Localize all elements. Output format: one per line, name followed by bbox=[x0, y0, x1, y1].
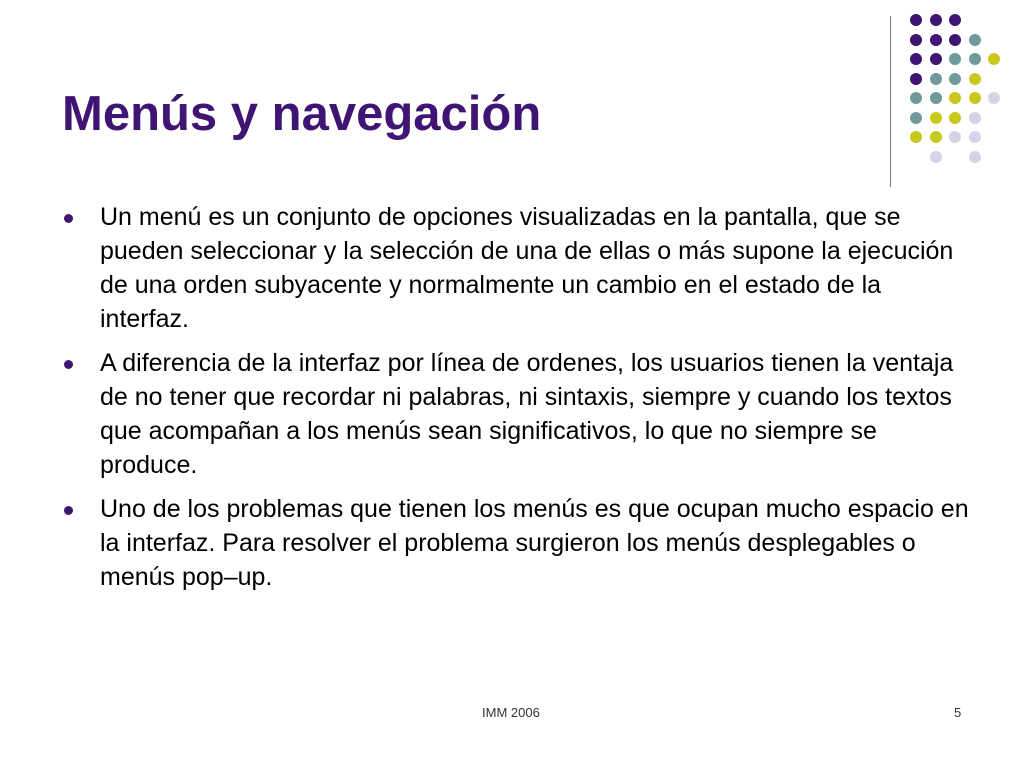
decorative-dot-icon bbox=[969, 112, 981, 124]
decorative-dot-icon bbox=[988, 53, 1000, 65]
bullet-dot-icon bbox=[64, 360, 73, 369]
decorative-dot-icon bbox=[949, 112, 961, 124]
bullet-text: Uno de los problemas que tienen los menús es que ocupan mucho espacio en la interfaz. Para resolver el problema surgieron los menús desplegables o menús pop–up. bbox=[100, 495, 969, 591]
decorative-dot-icon bbox=[969, 73, 981, 85]
decorative-dot-icon bbox=[969, 151, 981, 163]
decorative-dot-icon bbox=[930, 14, 942, 26]
bullet-dot-icon bbox=[64, 214, 73, 223]
decorative-dot-icon bbox=[930, 34, 942, 46]
slide-title: Menús y navegación bbox=[62, 87, 542, 141]
page-number: 5 bbox=[954, 705, 962, 720]
decorative-dot-grid bbox=[910, 14, 1010, 164]
decorative-dot-icon bbox=[930, 151, 942, 163]
decorative-dot-icon bbox=[910, 73, 922, 85]
bullet-text: Un menú es un conjunto de opciones visualizadas en la pantalla, que se pueden seleccionar y la selección de una de ellas o más supone la ejecución de una orden subyacente y normalmente un cambio en el estado de la interfaz. bbox=[100, 203, 954, 333]
decorative-dot-icon bbox=[949, 73, 961, 85]
bullet-item bbox=[60, 492, 970, 594]
decorative-divider-line bbox=[890, 16, 891, 187]
decorative-dot-icon bbox=[969, 92, 981, 104]
decorative-dot-icon bbox=[930, 53, 942, 65]
decorative-dot-icon bbox=[930, 73, 942, 85]
bullet-item bbox=[60, 200, 970, 336]
decorative-dot-icon bbox=[949, 14, 961, 26]
decorative-dot-icon bbox=[949, 53, 961, 65]
decorative-dot-icon bbox=[910, 53, 922, 65]
bullet-item bbox=[60, 346, 970, 482]
decorative-dot-icon bbox=[910, 14, 922, 26]
decorative-dot-icon bbox=[910, 92, 922, 104]
decorative-dot-icon bbox=[930, 92, 942, 104]
decorative-dot-icon bbox=[969, 131, 981, 143]
decorative-dot-icon bbox=[949, 131, 961, 143]
decorative-dot-icon bbox=[910, 131, 922, 143]
decorative-dot-icon bbox=[930, 131, 942, 143]
decorative-dot-icon bbox=[969, 53, 981, 65]
decorative-dot-icon bbox=[910, 34, 922, 46]
decorative-dot-icon bbox=[949, 92, 961, 104]
decorative-dot-icon bbox=[930, 112, 942, 124]
decorative-dot-icon bbox=[949, 34, 961, 46]
bullet-text: A diferencia de la interfaz por línea de ordenes, los usuarios tienen la ventaja de no tener que recordar ni palabras, ni sintaxis, siempre y cuando los textos que acompañan a los menús sean significativos, lo que no siempre se produce. bbox=[100, 349, 954, 479]
decorative-dot-icon bbox=[910, 112, 922, 124]
decorative-dot-icon bbox=[969, 34, 981, 46]
decorative-dot-icon bbox=[988, 92, 1000, 104]
bullet-dot-icon bbox=[64, 506, 73, 515]
footer-label: IMM 2006 bbox=[482, 705, 540, 720]
bullet-list bbox=[60, 200, 970, 604]
